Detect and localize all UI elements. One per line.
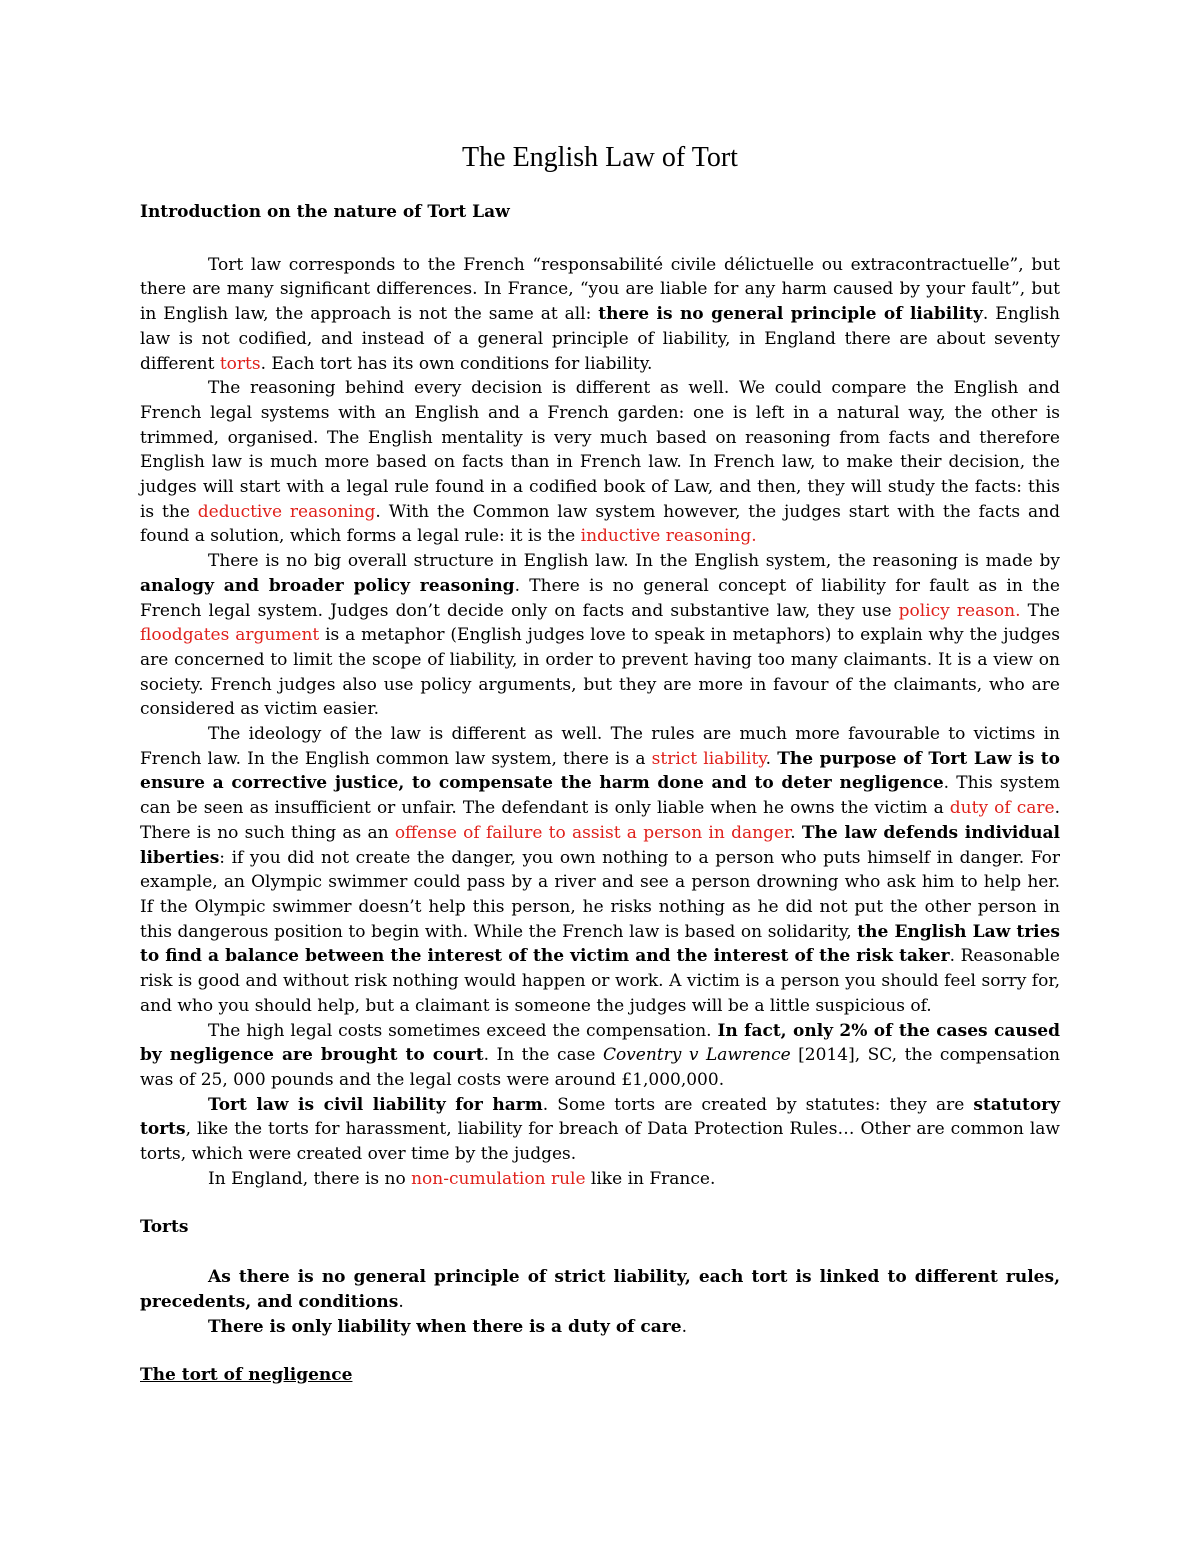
text-run: The [1020,600,1060,621]
text-run: like in France. [585,1168,716,1189]
text-run: . With the Common law system however, the judges start with the facts and found a solution, which forms a legal rule: it is the [140,501,1060,547]
text-run: . There is no such thing as an [140,798,1060,843]
bold-run: Tort law is civil liability for harm [208,1094,543,1115]
text-run: . [790,822,802,843]
paragraph-legal-costs [140,1019,1060,1093]
text-run: . [681,1316,687,1337]
text-run: . Each tort has its own conditions for liability. [260,353,653,374]
text-run: [2014], SC, the compensation was of 25, 000 pounds and the legal costs were around £1,000,000. [140,1045,1060,1090]
text-run: . [765,748,778,769]
text-run: There is no big overall structure in English law. In the English system, the reasoning is made by [208,551,1060,572]
bold-run: The purpose of Tort Law is to ensure a corrective justice, to compensate the harm done and to deter negligence [140,748,1060,794]
document-body [140,200,1060,1388]
bold-run: There is only liability when there is a duty of care [208,1316,682,1337]
case-name: Coventry v Lawrence [602,1045,791,1066]
negligence-heading: The tort of negligence [140,1365,353,1386]
paragraph-ideology [140,722,1060,1018]
paragraph-civil-liability [140,1093,1060,1167]
paragraph-structure [140,549,1060,722]
paragraph-non-cumulation [140,1167,1060,1192]
bold-run: the English Law tries to find a balance between the interest of the victim and the interest of the risk taker [140,921,1060,967]
red-term: offense of failure to assist a person in danger [394,822,791,843]
red-term: torts [219,353,261,374]
text-run: . This system can be seen as insufficient or unfair. The defendant is only liable when he owns the victim a [140,773,1060,819]
document-title: The English Law of Tort [462,142,738,173]
text-run: Tort law corresponds to the French “responsabilité civile délictuelle ou extracontractuelle”, but there are many significant differences. In France, “you are liable for any harm caused by your fault”, but in English law, the approach is not the same at all: [140,254,1060,325]
red-term: non-cumulation rule [411,1168,586,1189]
red-term: deductive reasoning [197,501,376,522]
red-term: floodgates argument [140,625,320,646]
text-run: . Reasonable risk is good and without risk nothing would happen or work. A victim is a person you should feel sorry for, and who you should help, but a claimant is someone the judges will be a little suspicious of. [140,946,1060,1016]
red-term: duty of care [949,798,1055,819]
red-term: strict liability [651,748,766,769]
text-run: The ideology of the law is different as well. The rules are much more favourable to victims in French law. In the English common law system, there is a [140,724,1060,769]
text-run: : if you did not create the danger, you own nothing to a person who puts himself in danger. For example, an Olympic swimmer could pass by a river and see a person drowning who ask him to help her. If the Olympic swimmer doesn’t help this person, he risks nothing as he did not put the other person in this dangerous position to begin with. While the French law is based on solidarity, [140,847,1060,942]
text-run: , like the torts for harassment, liability for breach of Data Protection Rules… Other are common law torts, which were created over time by the judges. [140,1119,1060,1165]
bold-run: there is no general principle of liability [598,304,983,325]
paragraph-tort-law-definition [140,253,1060,377]
bold-run: analogy and broader policy reasoning [140,575,515,596]
intro-heading: Introduction on the nature of Tort Law [140,202,510,222]
red-term: inductive reasoning. [580,526,757,547]
bold-run: The law defends individual liberties [140,822,1061,868]
paragraph-reasoning [140,376,1060,549]
text-run: . [398,1291,404,1312]
paragraph-torts-rules [140,1265,1060,1314]
text-run: . English law is not codified, and instead of a general principle of liability, in England there are about seventy different [140,304,1060,374]
bold-run: statutory torts [140,1094,1060,1140]
text-run: The high legal costs sometimes exceed the compensation. [208,1020,718,1041]
text-run: The reasoning behind every decision is different as well. We could compare the English and French legal systems with an English and a French garden: one is left in a natural way, the other is trimmed, organised. The English mentality is very much based on reasoning from facts and therefore English law is much more based on facts than in French law. In French law, to make their decision, the judges will start with a legal rule found in a codified book of Law, and then, they will study the facts: this is the [140,378,1060,522]
text-run: . In the case [483,1045,603,1066]
red-term: policy reason. [898,600,1021,621]
torts-heading: Torts [140,1217,189,1238]
text-run: . Some torts are created by statutes: they are [542,1094,974,1115]
text-run: is a metaphor (English judges love to speak in metaphors) to explain why the judges are concerned to limit the scope of liability, in order to prevent having too many claimants. It is a view on society. French judges also use policy arguments, but they are more in favour of the claimants, who are considered as victim easier. [140,625,1060,720]
text-run: . There is no general concept of liability for fault as in the French legal system. Judges don’t decide only on facts and substantive law, they use [140,575,1060,621]
bold-run: In fact, only 2% of the cases caused by negligence are brought to court [140,1020,1061,1066]
bold-run: As there is no general principle of strict liability, each tort is linked to different rules, precedents, and conditions [140,1267,1060,1312]
text-run: In England, there is no [208,1168,412,1189]
paragraph-duty-of-care [140,1315,1060,1340]
